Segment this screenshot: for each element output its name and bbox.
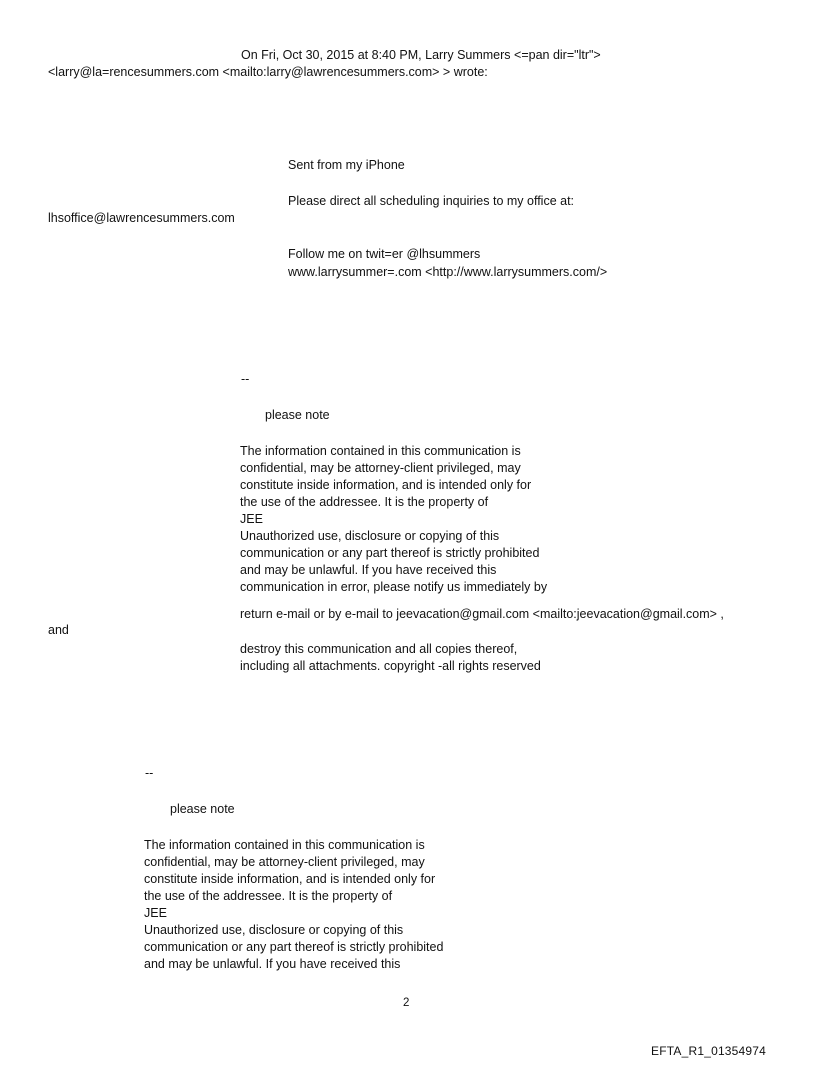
- twitter-line: Follow me on twit=er @lhsummers: [288, 247, 481, 261]
- notice1-line: communication or any part thereof is strictly prohibited: [240, 546, 540, 560]
- scheduling-line: Please direct all scheduling inquiries to my office at:: [288, 194, 575, 208]
- notice2-separator: --: [145, 766, 154, 780]
- notice1-line: return e-mail or by e-mail to jeevacation@gmail.com <mailto:jeevacation@gmail.com> ,: [240, 607, 724, 621]
- notice2-line: communication or any part thereof is strictly prohibited: [144, 940, 444, 954]
- sent-from-line: Sent from my iPhone: [288, 158, 405, 172]
- document-id: EFTA_R1_01354974: [651, 1044, 767, 1058]
- notice2-line: and may be unlawful. If you have received this: [144, 957, 401, 971]
- notice1-line: JEE: [240, 512, 263, 526]
- notice1-line: and may be unlawful. If you have received this: [240, 563, 497, 577]
- notice1-line: constitute inside information, and is intended only for: [240, 478, 532, 492]
- notice1-line: The information contained in this communication is: [240, 444, 521, 458]
- notice1-line: including all attachments. copyright -all rights reserved: [240, 659, 541, 673]
- notice2-line: confidential, may be attorney-client privileged, may: [144, 855, 425, 869]
- email-header-line-1: On Fri, Oct 30, 2015 at 8:40 PM, Larry Summers <=pan dir="ltr">: [241, 48, 601, 62]
- notice1-title: please note: [265, 408, 330, 422]
- office-email: lhsoffice@lawrencesummers.com: [48, 211, 235, 225]
- website-line: www.larrysummer=.com <http://www.larrysummers.com/>: [288, 265, 608, 279]
- notice1-line: the use of the addressee. It is the property of: [240, 495, 489, 509]
- notice1-line: and: [48, 623, 69, 637]
- notice2-line: The information contained in this communication is: [144, 838, 425, 852]
- notice1-separator: --: [241, 372, 250, 386]
- notice1-line: destroy this communication and all copies thereof,: [240, 642, 518, 656]
- notice2-title: please note: [170, 802, 235, 816]
- notice1-line: communication in error, please notify us immediately by: [240, 580, 548, 594]
- notice2-line: the use of the addressee. It is the property of: [144, 889, 393, 903]
- notice2-line: constitute inside information, and is intended only for: [144, 872, 436, 886]
- page-number: 2: [403, 997, 410, 1009]
- notice1-line: Unauthorized use, disclosure or copying of this: [240, 529, 500, 543]
- notice2-line: Unauthorized use, disclosure or copying of this: [144, 923, 404, 937]
- notice2-line: JEE: [144, 906, 167, 920]
- email-header-line-2: <larry@la=rencesummers.com <mailto:larry@lawrencesummers.com> > wrote:: [48, 65, 488, 79]
- notice1-line: confidential, may be attorney-client privileged, may: [240, 461, 521, 475]
